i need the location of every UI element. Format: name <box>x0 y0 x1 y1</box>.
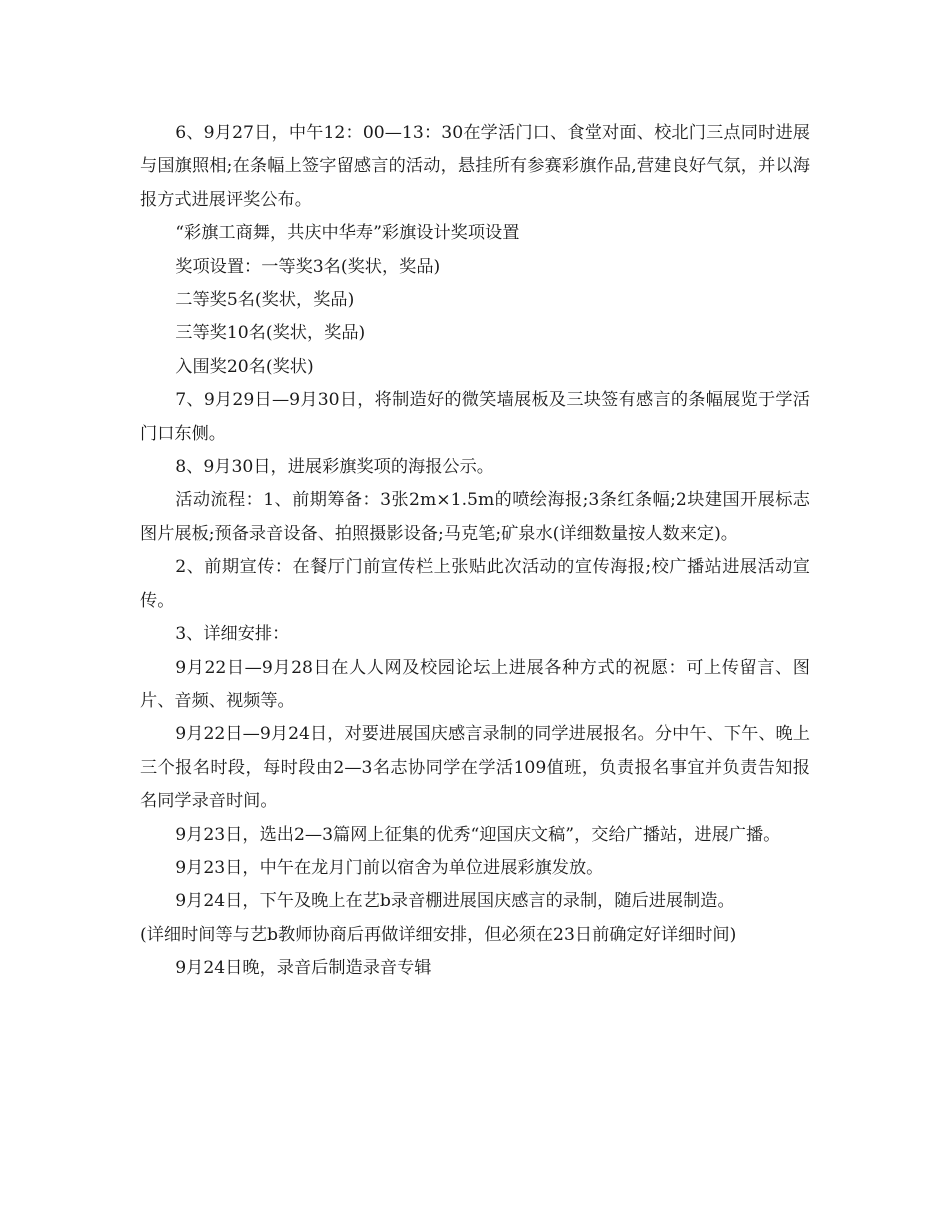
paragraph-award-first: 奖项设置：一等奖3名(奖状，奖品) <box>175 256 441 277</box>
paragraph-schedule-5: 9月24日，下午及晚上在艺b录音棚进展国庆感言的录制，随后进展制造。 <box>175 891 735 912</box>
paragraph-schedule-note: (详细时间等与艺b教师协商后再做详细安排，但必须在23日前确定好详细时间) <box>140 924 737 945</box>
paragraph-item-8: 8、9月30日，进展彩旗奖项的海报公示。 <box>175 457 494 478</box>
paragraph-schedule-2: 9月22日—9月24日，对要进展国庆感言录制的同学进展报名。分中午、下午、晚上三个报名时段，每时段由2—3名志协同学在学活109值班，负责报名事宜并负责告知报名同学录音时间。 <box>140 724 810 812</box>
paragraph-schedule-3: 9月23日，选出2—3篇网上征集的优秀“迎国庆文稿”，交给广播站，进展广播。 <box>175 824 781 845</box>
paragraph-award-finalist: 入围奖20名(奖状) <box>175 356 314 377</box>
document-page <box>140 117 810 986</box>
paragraph-award-title: “彩旗工商舞，共庆中华寿”彩旗设计奖项设置 <box>175 223 520 244</box>
paragraph-item-1: 6、9月27日，中午12：00—13：30在学活门口、食堂对面、校北门三点同时进展与国旗照相;在条幅上签字留感言的活动，悬挂所有参赛彩旗作品,营建良好气氛，并以海报方式进展评奖公布。 <box>140 123 810 210</box>
paragraph-process-arrangement: 3、详细安排： <box>175 624 290 645</box>
paragraph-schedule-4: 9月23日，中午在龙月门前以宿舍为单位进展彩旗发放。 <box>175 857 604 878</box>
paragraph-schedule-6: 9月24日晚，录音后制造录音专辑 <box>175 958 432 979</box>
paragraph-process-publicity: 2、前期宣传：在餐厅门前宣传栏上张贴此次活动的宣传海报;校广播站进展活动宣传。 <box>140 557 810 611</box>
paragraph-process-prep: 活动流程：1、前期筹备：3张2m×1.5m的喷绘海报;3条红条幅;2块建国开展标志图片展板;预备录音设备、拍照摄影设备;马克笔;矿泉水(详细数量按人数来定)。 <box>140 490 810 544</box>
paragraph-award-third: 三等奖10名(奖状，奖品) <box>175 323 366 344</box>
paragraph-award-second: 二等奖5名(奖状，奖品) <box>175 290 355 311</box>
paragraph-schedule-1: 9月22日—9月28日在人人网及校园论坛上进展各种方式的祝愿：可上传留言、图片、音频、视频等。 <box>140 657 810 711</box>
paragraph-item-7: 7、9月29日—9月30日，将制造好的微笑墙展板及三块签有感言的条幅展览于学活门口东侧。 <box>140 390 810 444</box>
